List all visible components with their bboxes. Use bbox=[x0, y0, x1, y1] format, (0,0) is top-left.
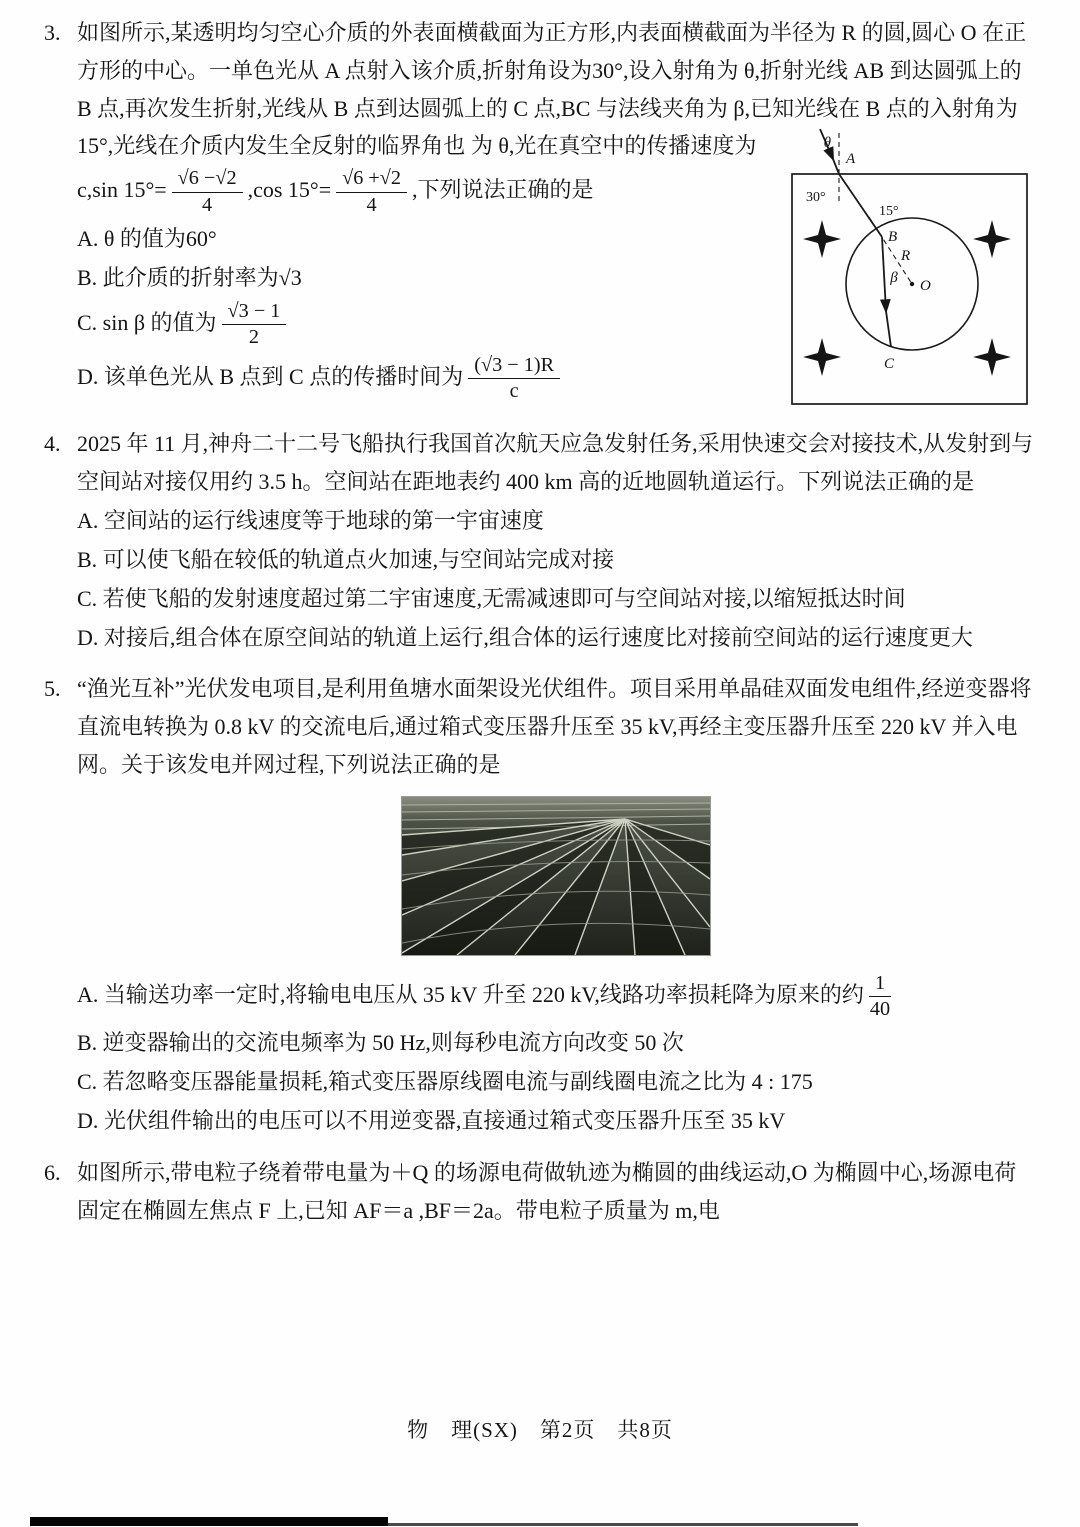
question-3-figure bbox=[782, 129, 1034, 419]
option-a-text: A. 当输送功率一定时,将输电电压从 35 kV 升至 220 kV,线路功率损耗降为原来的约 bbox=[77, 981, 864, 1007]
option-d-text: D. 该单色光从 B 点到 C 点的传播时间为 bbox=[77, 363, 464, 389]
label-B: B bbox=[888, 229, 898, 246]
center-point-O bbox=[910, 282, 914, 286]
question-4-option-d: D. 对接后,组合体在原空间站的轨道上运行,组合体的运行速度比对接前空间站的运行速度更大 bbox=[77, 624, 973, 650]
question-4-body bbox=[77, 425, 1034, 656]
label-theta: θ bbox=[823, 135, 831, 152]
fraction-denominator: c bbox=[509, 380, 519, 403]
question-3-text-c: ,cos 15°= bbox=[247, 177, 332, 203]
question-5-option-c: C. 若忽略变压器能量损耗,箱式变压器原线圈电流与副线圈电流之比为 4 : 175 bbox=[77, 1069, 813, 1095]
fraction-numerator: √6 +√2 bbox=[336, 167, 407, 192]
option-a-fraction bbox=[869, 972, 891, 1022]
question-3-number: 3. bbox=[44, 20, 61, 45]
question-5-option-d: D. 光伏组件输出的电压可以不用逆变器,直接通过箱式变压器升压至 35 kV bbox=[77, 1108, 786, 1134]
label-15deg: 15° bbox=[879, 204, 899, 220]
label-R: R bbox=[901, 248, 911, 265]
question-3-option-a: A. θ 的值为60° bbox=[77, 225, 217, 251]
question-3 bbox=[44, 14, 1034, 406]
question-5-number: 5. bbox=[44, 676, 61, 702]
label-A: A bbox=[846, 151, 856, 168]
incident-ray-tail bbox=[833, 159, 839, 174]
question-6 bbox=[44, 1154, 1034, 1230]
option-d-fraction bbox=[468, 354, 560, 404]
question-4-option-a: A. 空间站的运行线速度等于地球的第一宇宙速度 bbox=[77, 508, 544, 534]
fraction-denominator: 4 bbox=[202, 193, 213, 216]
question-3-text-a: 如图所示,某透明均匀空心介质的外表面横截面为正方形,内表面横截面为半径为 R 的圆,圆心 O 在正方形的中心。一单色光从 A 点射入该介质,折射角设为30°,设入射角为 θ,折射光线 AB 到达圆弧上的 B 点,再次发生折射,光线从 B 点到达圆弧上的 C 点,BC 与法线夹角为 β,已知光线在 B 点的入射角为15°,光线在介质内发生全反射的临界角也 bbox=[77, 20, 1027, 159]
question-5-option-a bbox=[77, 970, 1034, 1024]
fraction-denominator: 40 bbox=[869, 998, 891, 1021]
fraction-sin15 bbox=[172, 167, 243, 217]
refraction-diagram bbox=[782, 129, 1034, 419]
option-c-fraction bbox=[222, 300, 287, 350]
question-5-option-b: B. 逆变器输出的交流电频率为 50 Hz,则每秒电流方向改变 50 次 bbox=[77, 1030, 684, 1056]
question-3-option-b: B. 此介质的折射率为√3 bbox=[77, 264, 302, 290]
question-4-option-c: C. 若使飞船的发射速度超过第二宇宙速度,无需减速即可与空间站对接,以缩短抵达时间 bbox=[77, 585, 906, 611]
fraction-denominator: 4 bbox=[366, 193, 377, 216]
question-5-body bbox=[77, 670, 1034, 1140]
scan-artifact-bar bbox=[30, 1517, 388, 1526]
question-6-text: 如图所示,带电粒子绕着带电量为＋Q 的场源电荷做轨迹为椭圆的曲线运动,O 为椭圆中心,场源电荷固定在椭圆左焦点 F 上,已知 AF＝a ,BF＝2a。带电粒子质量为 m,电 bbox=[77, 1159, 1017, 1223]
fraction-numerator: 1 bbox=[869, 972, 891, 997]
solar-panels-photo bbox=[401, 796, 711, 956]
question-4-text: 2025 年 11 月,神舟二十二号飞船执行我国首次航天应急发射任务,采用快速交会对接技术,从发射到与空间站对接仅用约 3.5 h。空间站在距地表约 400 km 高的近地圆轨道运行。下列说法正确的是 bbox=[77, 431, 1034, 495]
label-30deg: 30° bbox=[806, 190, 826, 206]
scan-artifact-line bbox=[388, 1523, 858, 1526]
label-O: O bbox=[920, 278, 931, 295]
fraction-cos15 bbox=[336, 167, 407, 217]
solar-panels-photo-wrap bbox=[77, 796, 1034, 956]
question-4-number: 4. bbox=[44, 431, 61, 457]
question-3-body bbox=[77, 14, 1034, 406]
question-5 bbox=[44, 670, 1034, 1140]
question-5-text: “渔光互补”光伏发电项目,是利用鱼塘水面架设光伏组件。项目采用单晶硅双面发电组件,经逆变器将直流电转换为 0.8 kV 的交流电后,通过箱式变压器升压至 35 kV,再经主变压器升压至 220 kV 并入电网。关于该发电并网过程,下列说法正确的是 bbox=[77, 676, 1032, 778]
fraction-numerator: √6 −√2 bbox=[172, 167, 243, 192]
question-4 bbox=[44, 425, 1034, 656]
fraction-numerator: (√3 − 1)R bbox=[468, 354, 560, 379]
question-4-option-b: B. 可以使飞船在较低的轨道点火加速,与空间站完成对接 bbox=[77, 546, 615, 572]
question-6-body bbox=[77, 1154, 1034, 1230]
fraction-denominator: 2 bbox=[248, 325, 260, 348]
ray-BC-tail bbox=[886, 311, 891, 347]
question-3-text-b: 为 θ,光在真空中的传播速度为 c,sin 15°= bbox=[77, 133, 757, 203]
label-beta: β bbox=[890, 270, 898, 287]
question-3-text-d: ,下列说法正确的是 bbox=[412, 177, 594, 203]
page-footer: 物 理(SX) 第2页 共8页 bbox=[407, 1418, 673, 1442]
fraction-numerator: √3 − 1 bbox=[222, 300, 287, 325]
ray-BC bbox=[882, 237, 886, 311]
star-decoration bbox=[803, 220, 1011, 376]
option-c-text: C. sin β 的值为 bbox=[77, 309, 217, 335]
question-6-number: 6. bbox=[44, 1159, 61, 1185]
label-C: C bbox=[883, 356, 895, 373]
